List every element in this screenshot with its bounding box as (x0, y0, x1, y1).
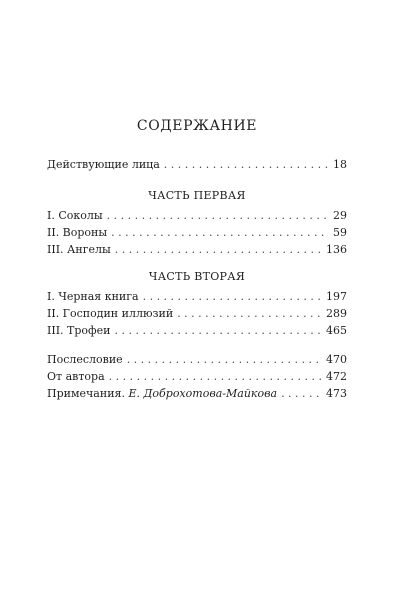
toc-entry (47, 305, 347, 322)
toc-entry-label: III. Трофеи (47, 324, 111, 337)
dot-leader (111, 224, 329, 241)
dot-leader (177, 305, 322, 322)
dot-leader (127, 351, 322, 368)
toc-entry (47, 156, 347, 173)
toc-entry-page: 465 (326, 324, 347, 337)
toc-title: СОДЕРЖАНИЕ (136, 118, 258, 134)
toc-entry-label-main: Примечания. (47, 387, 125, 400)
toc-entry-label: От автора (47, 370, 105, 383)
toc-entry (47, 224, 347, 241)
toc-entry-page: 289 (326, 307, 347, 320)
dot-leader (107, 207, 329, 224)
part-one-heading: ЧАСТЬ ПЕРВАЯ (148, 189, 246, 202)
toc-entry (47, 322, 347, 339)
dot-leader (164, 156, 329, 173)
toc-entry-label: II. Господин иллюзий (47, 307, 174, 320)
dot-leader (109, 368, 322, 385)
toc-entry-page: 470 (326, 353, 347, 366)
dot-leader (115, 241, 322, 258)
toc-entry-page: 197 (326, 290, 347, 303)
toc-entry (47, 207, 347, 224)
toc-entry (47, 288, 347, 305)
part-two-heading: ЧАСТЬ ВТОРАЯ (148, 270, 246, 283)
toc-entry (47, 241, 347, 258)
toc-intro-group (47, 156, 347, 173)
toc-entry-page: 136 (326, 243, 347, 256)
toc-entry-page: 18 (333, 158, 347, 171)
part-one-group (47, 207, 347, 258)
toc-entry (47, 351, 347, 368)
back-matter-group (47, 351, 347, 402)
toc-entry-label: I. Соколы (47, 209, 103, 222)
toc-entry-label: Действующие лица (47, 158, 160, 171)
dot-leader (114, 322, 322, 339)
toc-entry-label: I. Черная книга (47, 290, 139, 303)
toc-entry-page: 472 (326, 370, 347, 383)
toc-entry-page: 473 (326, 387, 347, 400)
toc-entry-page: 29 (333, 209, 347, 222)
dot-leader (281, 385, 322, 402)
toc-entry-page: 59 (333, 226, 347, 239)
dot-leader (143, 288, 322, 305)
toc-entry-label: Послесловие (47, 353, 123, 366)
toc-entry-label (47, 385, 277, 402)
table-of-contents (47, 118, 347, 414)
toc-entry (47, 368, 347, 385)
toc-entry (47, 385, 347, 402)
toc-entry-label-author: Е. Доброхотова-Майкова (128, 387, 278, 400)
toc-entry-label: II. Вороны (47, 226, 108, 239)
toc-entry-label: III. Ангелы (47, 243, 111, 256)
part-two-group (47, 288, 347, 339)
